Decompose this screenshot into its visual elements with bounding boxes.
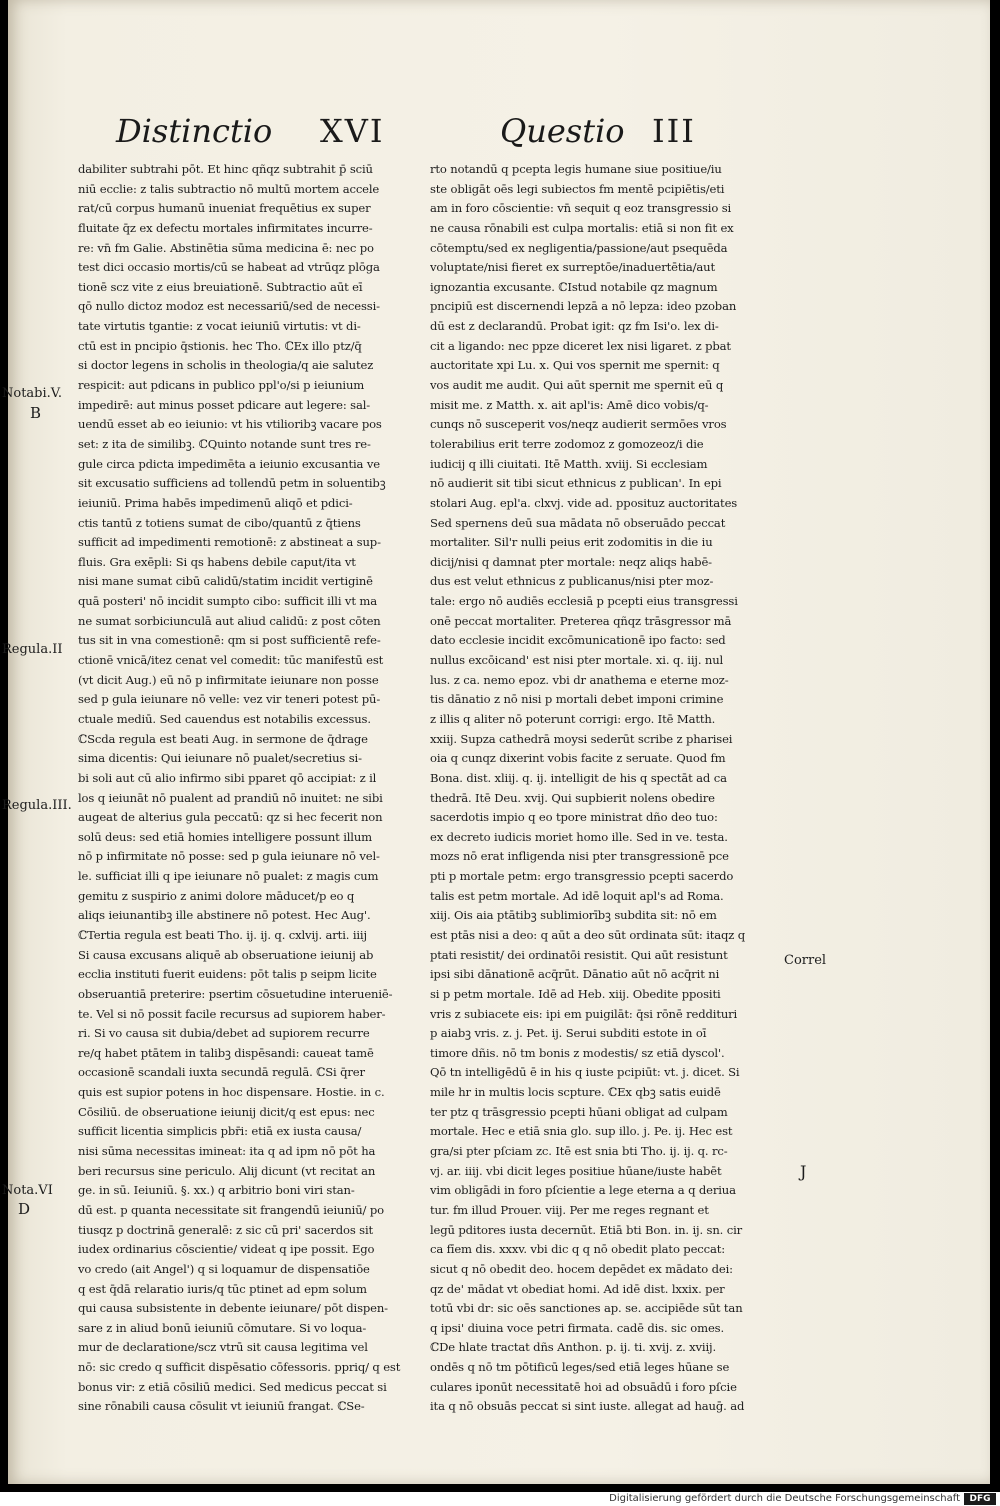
text-line: sed p gula ieiunare nō velle: vez vir teneri potest pū- (78, 692, 381, 707)
text-line: nō p infirmitate nō posse: sed p gula ieiunare nō vel- (78, 849, 380, 864)
margin-note-notabile-v: Notabi.V. (2, 386, 63, 401)
text-line: dus est velut ethnicus z publicanus/nisi pter moz- (430, 574, 714, 589)
text-line: fluis. Gra exēpli: Si qs habens debile caput/ita vt (78, 554, 356, 569)
text-line: timore dñis. nō tm bonis z modestis/ sz etiā dyscol'. (430, 1045, 725, 1060)
text-line: Sed spernens deū sua mādata nō obseruādo peccat (430, 515, 726, 530)
text-line: voluptate/nisi fieret ex surreptōe/inaduertētia/aut (430, 260, 715, 275)
text-line: beri recursus sine periculo. Alij dicunt (vt recitat an (78, 1163, 376, 1178)
text-line: los q ieiunāt nō pualent ad prandiū nō inuitet: ne sibi (78, 790, 383, 805)
text-line: ca fīem dis. xxxv. vbi dic q q nō obedit plato peccat: (430, 1242, 726, 1257)
text-line: legū pditores iusta decernūt. Etiā bti Bon. in. ij. sn. cir (430, 1222, 743, 1237)
text-line: pncipiū est discernendi lepzā a nō lepza: ideo pzoban (430, 299, 737, 314)
text-line: z illis q aliter nō poterunt corrigi: ergo. Itē Matth. (430, 711, 716, 726)
text-line: ne causa rōnabili est culpa mortalis: etiā si non fit ex (430, 220, 734, 235)
text-line: tiusqz p doctrinā generalē: z sic cū pri' sacerdos sit (78, 1222, 374, 1237)
text-line: xiij. Ois aia ptātibꝫ sublimiorībꝫ subdita sit: nō em (430, 908, 717, 923)
text-line: sacerdotis impio q eo tpore ministrat dño deo tuo: (430, 810, 718, 825)
text-line: Si causa excusans aliquē ab obseruatione ieiunij ab (78, 947, 374, 962)
text-line: nō audierit sit tibi sicut ethnicus z publican'. In epi (430, 476, 722, 491)
text-line: sicut q nō obedit deo. hocem depēdet ex mādato dei: (430, 1261, 733, 1276)
text-line: ℂTertia regula est beati Tho. ij. ij. q. cxlvij. arti. iiij (78, 927, 367, 942)
text-line: vim obligādi in foro pſcientie a lege eterna a q deriua (430, 1183, 736, 1198)
text-line: tus sit in vna comestionē: qm si post sufficientē refe- (78, 633, 381, 648)
text-line: rat/cū corpus humanū inueniat frequētius ex super (78, 201, 371, 216)
text-line: ge. in sū. Ieiuniū. §. xx.) q arbitrio boni viri stan- (78, 1183, 355, 1198)
text-line: ste obligāt oēs legi subiectos fm mentē pcipiētis/eti (430, 181, 725, 196)
text-line: tolerabilius erit terre zodomoz z gomozeoz/i die (430, 436, 704, 451)
text-line: ri. Si vo causa sit dubia/debet ad supiorem recurre (78, 1026, 370, 1041)
text-line: niū ecclie: z talis subtractio nō multū mortem accele (78, 181, 380, 196)
text-line: occasionē scandali iuxta secundā regulā. ℂSi q̄rer (78, 1065, 365, 1080)
left-text-column (78, 160, 434, 1417)
text-line: test dici occasio mortis/cū se habeat ad vtrūqz plōga (78, 260, 380, 275)
text-line: ieiuniū. Prima habēs impedimenū aliqō et pdici- (78, 495, 353, 510)
text-line: q est q̄dā relaratio iuris/q tūc ptinet ad epm solum (78, 1281, 367, 1296)
text-line: qō nullo dictoz modoz est necessariū/sed de necessi- (78, 299, 380, 314)
text-line: mortaliter. Sil'r nulli peius erit zodomitis in die iu (430, 535, 713, 550)
text-line: obseruantiā preterire: psertim cōsuetudine interueniē- (78, 986, 393, 1001)
text-line: sufficit ad impedimenti remotionē: z abstineat a sup- (78, 535, 381, 550)
margin-note-correl: Correl (784, 953, 827, 968)
text-line: ondēs q nō tm pōtificū leges/sed etiā leges hūane se (430, 1360, 730, 1375)
text-line: talis est petm mortale. Ad idē loquit apl's ad Roma. (430, 888, 724, 903)
text-line: tionē scz vite z eius breuiationē. Subtractio aūt eī (78, 279, 363, 294)
text-line: ctuale mediū. Sed cauendus est notabilis excessus. (78, 711, 371, 726)
text-line: nō: sic credo q sufficit dispēsatio cōfessoris. ppriq/ q est (78, 1360, 401, 1375)
text-line: tis dānatio z nō nisi p mortali debet imponi crimine (430, 692, 724, 707)
margin-note-letter-d: D (18, 1200, 31, 1218)
text-line: re/q habet ptātem in talibꝫ dispēsandi: caueat tamē (78, 1045, 374, 1060)
text-line: sit excusatio sufficiens ad tollendū petm in soluentibꝫ (78, 476, 386, 491)
text-line: gra/si pter pſciam zc. Itē est snia bti Tho. ij. ij. q. rc- (430, 1144, 728, 1159)
text-line: re: vn̄ fm Galie. Abstinētia sūma medicina ē: nec po (78, 240, 374, 255)
right-text-column (430, 160, 800, 1417)
text-line: Cōsiliū. de obseruatione ieiunij dicit/q est epus: nec (78, 1104, 375, 1119)
text-line: vj. ar. iiij. vbi dicit leges positiue hūane/iuste habēt (430, 1163, 722, 1178)
margin-note-letter-j: J (800, 1162, 807, 1181)
margin-note-regula-ii: Regula.II (2, 642, 63, 657)
margin-note-letter-b: B (30, 404, 42, 422)
text-line: sufficit licentia simplicis pbr̄i: etiā ex iusta causa/ (78, 1124, 362, 1139)
text-line: am in foro cōscientie: vn̄ sequit q eoz transgressio si (430, 201, 732, 216)
text-line: iudex ordinarius cōscientie/ videat q ipe possit. Ego (78, 1242, 375, 1257)
margin-note-nota-vi: Nota.VI (2, 1183, 53, 1198)
text-line: ita q nō obsuās peccat si sint iuste. allegat ad hauḡ. ad (430, 1399, 745, 1414)
footer-credit: Digitalisierung gefördert durch die Deutsche Forschungsgemeinschaft (609, 1493, 960, 1504)
text-line: misit me. z Matth. x. ait apl'is: Amē dico vobis/q- (430, 397, 709, 412)
text-line: lus. z ca. nemo epoz. vbi dr anathema e eterne moz- (430, 672, 729, 687)
text-line: totū vbi dr: sic oēs sanctiones ap. se. accipiēde sūt tan (430, 1301, 743, 1316)
text-line: ctū est in pncipio q̄stionis. hec Tho. ℂEx illo ptz/q̄ (78, 338, 362, 353)
text-line: uendū esset ab eo ieiunio: vt his vtilioribꝫ vacare pos (78, 417, 382, 432)
text-line: mortale. Hec e etiā snia glo. sup illo. j. Pe. ij. Hec est (430, 1124, 733, 1139)
text-line: te. Vel si nō possit facile recursus ad supiorem haber- (78, 1006, 386, 1021)
text-line: cōtemptu/sed ex negligentia/passione/aut psequēda (430, 240, 728, 255)
text-line: tur. fm illud Prouer. viij. Per me reges regnant et (430, 1202, 709, 1217)
text-line: aliqs ieiunantibꝫ ille abstinere nō potest. Hec Aug'. (78, 908, 371, 923)
text-line: respicit: aut pdicans in publico ppl'o/si p ieiunium (78, 378, 365, 393)
text-line: si p petm mortale. Idē ad Heb. xiij. Obedite ppositi (430, 986, 721, 1001)
text-line: tate virtutis tgantie: z vocat ieiuniū virtutis: vt di- (78, 319, 361, 334)
text-line: rto notandū q pcepta legis humane siue positiue/iu (430, 162, 722, 176)
text-line: ter ptz q trāsgressio pcepti hūani obligat ad culpam (430, 1104, 728, 1119)
text-line: q ipsi' diuina voce petri firmata. cadē dis. sic omes. (430, 1320, 725, 1335)
text-line: qui causa subsistente in debente ieiunare/ pōt dispen- (78, 1301, 388, 1316)
text-line: dabiliter subtrahi pōt. Et hinc qñqz subtrahit p̄ sciū (78, 162, 373, 176)
text-line: vos audit me audit. Qui aūt spernit me spernit eū q (430, 378, 724, 393)
text-line: auctoritate xpi Lu. x. Qui vos spernit me spernit: q (430, 358, 720, 373)
text-line: tale: ergo nō audiēs ecclesiā p pcepti eius transgressi (430, 594, 738, 609)
text-line: culares iponūt necessitatē hoi ad obsuādū i foro pſcie (430, 1379, 737, 1394)
header-questio-number: III (652, 112, 696, 150)
paper-leaf (2, 0, 990, 1484)
text-line: gemitu z suspirio z animi dolore māducet/p eo q (78, 888, 355, 903)
text-line: bi soli aut cū alio infirmo sibi pparet qō accipiat: z il (78, 770, 377, 785)
text-line: dū est z declarandū. Probat igit: qz fm Isi'o. lex di- (430, 319, 719, 334)
text-line: vo credo (ait Angel') q si loquamur de dispensatiōe (78, 1261, 370, 1276)
text-line: quā posteri' nō incidit sumpto cibo: sufficit illi vt ma (78, 594, 377, 609)
text-line: ctionē vnicā/itez cenat vel comedit: tūc manifestū est (78, 653, 384, 668)
text-line: ipsi sibi dānationē acq̄rūt. Dānatio aūt nō acq̄rit ni (430, 967, 720, 982)
text-line: gule circa pdicta impedimēta a ieiunio excusantia ve (78, 456, 380, 471)
text-line: quis est supior potens in hoc dispensare. Hostie. in c. (78, 1085, 385, 1100)
text-line: impedirē: aut minus posset pdicare aut legere: sal- (78, 397, 371, 412)
text-line: stolari Aug. epl'a. clxvj. vide ad. pposituz auctoritates (430, 495, 738, 510)
text-line: oia q cunqz dixerint vobis facite z seruate. Quod fm (430, 751, 726, 766)
text-line: le. sufficiat illi q ipe ieiunare nō pualet: z magis cum (78, 869, 379, 884)
text-line: augeat de alterius gula peccatū: qz si hec fecerit non (78, 810, 383, 825)
text-line: si doctor legens in scholis in theologia/q aie salutez (78, 358, 374, 373)
text-line: ℂDe hlate tractat dñs Anthon. p. ij. ti. xvij. z. xviij. (430, 1340, 717, 1355)
text-line: qz de' mādat vt obediat homi. Ad idē dist. lxxix. per (430, 1281, 725, 1296)
text-line: cunqs nō susceperit vos/neqz audierit sermōes vros (430, 417, 727, 432)
text-line: sare z in aliud bonū ieiuniū cōmutare. Si vo loqua- (78, 1320, 367, 1335)
header-distinctio-number: XVI (320, 112, 385, 150)
text-line: xxiij. Supza cathedrā moysi sederūt scribe z pharisei (430, 731, 733, 746)
text-line: ex decreto iudicis moriet homo ille. Sed in ve. testa. (430, 829, 728, 844)
text-line: dicij/nisi q damnat pter mortale: neqz aliqs habē- (430, 554, 712, 569)
header-distinctio: Distinctio (116, 112, 273, 150)
text-line: ctis tantū z totiens sumat de cibo/quantū z q̄tiens (78, 515, 361, 530)
text-line: mile hr in multis locis scpture. ℂEx qbꝫ satis euidē (430, 1085, 721, 1100)
text-line: fluitate q̄z ex defectu mortales infirmitates incurre- (78, 220, 373, 235)
text-line: Bona. dist. xliij. q. ij. intelligit de his q spectāt ad ca (430, 770, 727, 785)
running-header (8, 112, 990, 156)
text-line: thedrā. Itē Deu. xvij. Qui supbierit nolens obedire (430, 790, 715, 805)
text-line: p aiabꝫ vris. z. j. Pet. ij. Serui subditi estote in oī (430, 1026, 707, 1041)
text-line: (vt dicit Aug.) eū nō p infirmitate ieiunare non posse (78, 672, 379, 687)
text-line: cit a ligando: nec ppze diceret lex nisi ligaret. z pbat (430, 338, 731, 353)
text-line: sima dicentis: Qui ieiunare nō pualet/secretius si- (78, 751, 362, 766)
margin-note-regula-iii: Regula.III. (2, 798, 72, 813)
header-questio: Questio (500, 112, 625, 150)
text-line: dato ecclesie incidit excōmunicationē ipo facto: sed (430, 633, 726, 648)
text-line: nisi mane sumat cibū calidū/statim incidit vertiginē (78, 574, 373, 589)
text-line: ℂScda regula est beati Aug. in sermone de q̄drage (78, 731, 368, 746)
text-line: ignozantia excusante. ℂIstud notabile qz magnum (430, 279, 718, 294)
text-line: sine rōnabili causa cōsulit vt ieiuniū frangat. ℂSe- (78, 1399, 365, 1414)
text-line: Qō tn intelligēdū ē in his q iuste pcipiūt: vt. j. dicet. Si (430, 1065, 740, 1080)
text-line: nullus excōicand' est nisi pter mortale. xi. q. iij. nul (430, 653, 724, 668)
text-line: bonus vir: z etiā cōsiliū medici. Sed medicus peccat si (78, 1379, 387, 1394)
text-line: mur de declaratione/scz vtrū sit causa legitima vel (78, 1340, 368, 1355)
text-line: ecclia instituti fuerit euidens: pōt talis p seipm licite (78, 967, 377, 982)
text-line: mozs nō erat infligenda nisi pter transgressionē pce (430, 849, 729, 864)
text-line: pti p mortale petm: ergo transgressio pcepti sacerdo (430, 869, 734, 884)
text-line: ptati resistit/ dei ordinatōi resistit. Qui aūt resistunt (430, 947, 728, 962)
text-line: nisi sūma necessitas imineat: ita q ad ipm nō pōt ha (78, 1144, 376, 1159)
text-line: iudicij q illi ciuitati. Itē Matth. xviij. Si ecclesiam (430, 456, 708, 471)
footer-bar (0, 1492, 1000, 1506)
text-line: set: z ita de similibꝫ. ℂQuinto notande sunt tres re- (78, 436, 371, 451)
dfg-logo: DFG (964, 1493, 996, 1505)
text-line: vris z subiacete eis: ipi em puigilāt: q̄si rōnē reddituri (430, 1006, 738, 1021)
text-line: ne sumat sorbiciunculā aut aliud calidū: z post cōten (78, 613, 381, 628)
text-line: est ptās nisi a deo: q aūt a deo sūt ordinata sūt: itaqz q (430, 927, 746, 942)
text-line: onē peccat mortaliter. Preterea qñqz trāsgressor mā (430, 613, 732, 628)
text-line: solū deus: sed etiā homies intelligere possunt illum (78, 829, 373, 844)
text-line: dū est. p quanta necessitate sit frangendū ieiuniū/ po (78, 1202, 384, 1217)
